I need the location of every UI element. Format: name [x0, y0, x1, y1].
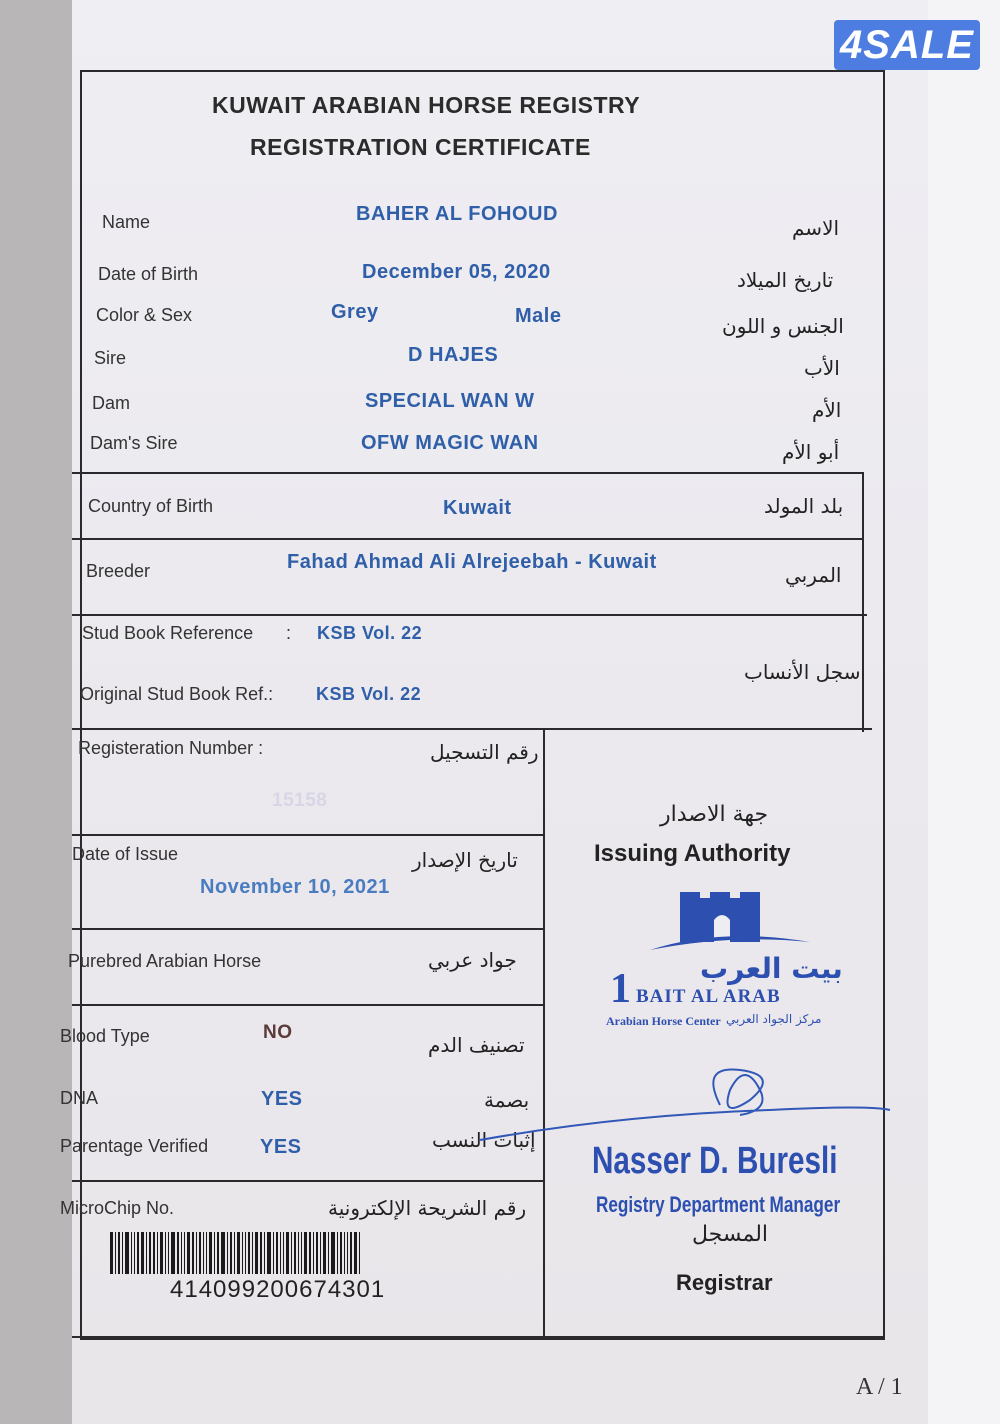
- color-value: Grey: [331, 301, 379, 323]
- page-reference: A / 1: [856, 1374, 903, 1400]
- barcode-bar: [199, 1232, 201, 1274]
- barcode-bar: [267, 1232, 271, 1274]
- barcode-bar: [331, 1232, 335, 1274]
- barcode-bar: [320, 1232, 321, 1274]
- barcode-bar: [260, 1232, 262, 1274]
- barcode-bar: [294, 1232, 296, 1274]
- barcode-bar: [298, 1232, 299, 1274]
- logo-english: BAIT AL ARAB: [636, 986, 781, 1007]
- stud-book-label: Stud Book Reference: [82, 623, 254, 643]
- dam-label: Dam: [92, 393, 131, 413]
- parentage-label: Parentage Verified: [60, 1136, 209, 1156]
- barcode-bar: [313, 1232, 314, 1274]
- barcode-bar: [280, 1232, 281, 1274]
- registrar-label-ar: المسجل: [692, 1222, 769, 1247]
- castle-logo-icon: [640, 882, 820, 952]
- dams-sire-label: Dam's Sire: [90, 433, 178, 453]
- barcode-bar: [359, 1232, 360, 1274]
- dam-value: SPECIAL WAN W: [365, 390, 535, 412]
- issue-label-ar: تاريخ الإصدار: [412, 848, 518, 872]
- dams-sire-value: OFW MAGIC WAN: [361, 432, 539, 454]
- barcode-bar: [146, 1232, 147, 1274]
- barcode-bar: [337, 1232, 338, 1274]
- sire-value: D HAJES: [408, 344, 499, 366]
- blood-type-value: NO: [263, 1022, 293, 1043]
- barcode-bar: [304, 1232, 307, 1274]
- background-page: [928, 0, 1000, 1424]
- stud-book-sep: :: [286, 623, 292, 643]
- microchip-label-ar: رقم الشريحة الإلكترونية: [328, 1196, 527, 1220]
- barcode-bar: [264, 1232, 265, 1274]
- logo-subtitle-ar: مركز الجواد العربي: [726, 1012, 822, 1026]
- registration-label-ar: رقم التسجيل: [430, 740, 539, 764]
- divider: [72, 1336, 884, 1338]
- microchip-value: 414099200674301: [170, 1276, 386, 1303]
- dna-label: DNA: [60, 1088, 99, 1108]
- dna-value: YES: [261, 1088, 303, 1110]
- dams-sire-label-ar: أبو الأم: [782, 440, 840, 464]
- barcode-bar: [350, 1232, 352, 1274]
- barcode-bar: [344, 1232, 345, 1274]
- watermark-badge: 4SALE: [834, 20, 980, 70]
- country-label: Country of Birth: [88, 496, 214, 516]
- issue-value: November 10, 2021: [200, 876, 390, 898]
- barcode-bar: [141, 1232, 144, 1274]
- divider: [72, 728, 872, 730]
- sex-value: Male: [515, 305, 562, 327]
- blood-type-label-ar: تصنيف الدم: [428, 1033, 525, 1057]
- dob-label: Date of Birth: [98, 264, 199, 284]
- barcode-bar: [206, 1232, 207, 1274]
- barcode-bar: [149, 1232, 151, 1274]
- certificate-title: REGISTRATION CERTIFICATE: [250, 134, 591, 160]
- color-sex-label-ar: الجنس و اللون: [722, 314, 844, 338]
- breeder-label: Breeder: [86, 561, 151, 581]
- barcode-bar: [316, 1232, 318, 1274]
- barcode-bar: [283, 1232, 284, 1274]
- name-value: BAHER AL FOHOUD: [356, 203, 558, 225]
- dam-label-ar: الأم: [812, 398, 842, 422]
- name-label: Name: [102, 212, 151, 232]
- color-sex-label: Color & Sex: [96, 305, 193, 325]
- authority-label: Issuing Authority: [594, 840, 791, 867]
- name-label-ar: الاسم: [792, 216, 840, 240]
- barcode-bar: [196, 1232, 197, 1274]
- signer-name: Nasser D. Buresli: [592, 1140, 838, 1182]
- divider: [72, 538, 864, 540]
- authority-label-ar: جهة الاصدار: [660, 802, 769, 827]
- barcode-bar: [234, 1232, 235, 1274]
- barcode-bar: [203, 1232, 204, 1274]
- barcode-bar: [242, 1232, 243, 1274]
- barcode-bar: [115, 1232, 116, 1274]
- signer-title: Registry Department Manager: [596, 1192, 841, 1217]
- issue-label: Date of Issue: [72, 844, 179, 864]
- breeder-value: Fahad Ahmad Ali Alrejeebah - Kuwait: [287, 551, 657, 573]
- dob-value: December 05, 2020: [362, 261, 551, 283]
- barcode-bar: [347, 1232, 348, 1274]
- orig-stud-book-label: Original Stud Book Ref.:: [80, 684, 274, 704]
- parentage-value: YES: [260, 1136, 302, 1158]
- divider: [72, 834, 544, 836]
- parentage-label-ar: إثبات النسب: [432, 1128, 536, 1152]
- barcode-bar: [181, 1232, 182, 1274]
- barcode-bar: [252, 1232, 253, 1274]
- barcode-bar: [192, 1232, 194, 1274]
- barcode-bar: [118, 1232, 120, 1274]
- dob-label-ar: تاريخ الميلاد: [737, 268, 834, 292]
- country-value: Kuwait: [443, 497, 512, 519]
- barcode-bar: [227, 1232, 228, 1274]
- dna-label-ar: بصمة: [484, 1088, 530, 1112]
- barcode-bar: [110, 1232, 113, 1274]
- divider: [72, 1180, 544, 1182]
- barcode-bar: [323, 1232, 326, 1274]
- barcode-bar: [340, 1232, 342, 1274]
- blood-type-label: Blood Type: [60, 1026, 150, 1046]
- barcode-bar: [301, 1232, 302, 1274]
- divider: [72, 1004, 544, 1006]
- country-label-ar: بلد المولد: [764, 494, 844, 518]
- logo-subtitle: Arabian Horse Center: [606, 1014, 721, 1028]
- barcode-bar: [230, 1232, 232, 1274]
- barcode-bar: [134, 1232, 135, 1274]
- divider: [862, 472, 864, 732]
- barcode-bar: [245, 1232, 246, 1274]
- barcode-bar: [328, 1232, 329, 1274]
- sire-label-ar: الأب: [804, 356, 840, 380]
- barcode-bar: [153, 1232, 155, 1274]
- barcode-bar: [237, 1232, 240, 1274]
- purebred-label: Purebred Arabian Horse: [68, 951, 262, 971]
- barcode-bar: [248, 1232, 250, 1274]
- barcode-bar: [171, 1232, 175, 1274]
- barcode-bar: [255, 1232, 258, 1274]
- stud-book-label-ar: سجل الأنساب: [744, 660, 861, 684]
- barcode-bar: [165, 1232, 166, 1274]
- barcode-bar: [157, 1232, 158, 1274]
- breeder-label-ar: المربي: [785, 563, 842, 587]
- barcode-bar: [168, 1232, 169, 1274]
- barcode-bar: [309, 1232, 311, 1274]
- microchip-barcode: [110, 1232, 450, 1274]
- barcode-bar: [160, 1232, 163, 1274]
- barcode-bar: [273, 1232, 274, 1274]
- barcode-bar: [276, 1232, 278, 1274]
- orig-stud-book-value: KSB Vol. 22: [316, 684, 422, 704]
- barcode-bar: [131, 1232, 132, 1274]
- barcode-bar: [217, 1232, 219, 1274]
- barcode-bar: [125, 1232, 129, 1274]
- divider: [543, 730, 545, 1338]
- barcode-bar: [187, 1232, 190, 1274]
- divider: [72, 472, 862, 474]
- barcode-bar: [184, 1232, 185, 1274]
- barcode-bar: [177, 1232, 179, 1274]
- barcode-bar: [214, 1232, 215, 1274]
- divider: [72, 614, 867, 616]
- sire-label: Sire: [94, 348, 127, 368]
- barcode-bar: [286, 1232, 289, 1274]
- microchip-label: MicroChip No.: [60, 1198, 175, 1218]
- barcode-bar: [209, 1232, 212, 1274]
- stud-book-value: KSB Vol. 22: [317, 623, 423, 643]
- purebred-label-ar: جواد عربي: [428, 948, 517, 972]
- divider: [72, 928, 544, 930]
- registrar-label: Registrar: [676, 1270, 773, 1295]
- barcode-bar: [122, 1232, 123, 1274]
- registry-title: KUWAIT ARABIAN HORSE REGISTRY: [212, 92, 641, 118]
- registration-value: 15158: [272, 790, 328, 811]
- registration-label: Registeration Number :: [78, 738, 264, 758]
- signature-icon: [470, 1060, 900, 1150]
- logo-number: 1: [610, 966, 631, 1012]
- logo-arabic: بيت العرب: [700, 952, 843, 985]
- barcode-bar: [137, 1232, 139, 1274]
- barcode-bar: [354, 1232, 357, 1274]
- barcode-bar: [291, 1232, 292, 1274]
- barcode-bar: [221, 1232, 225, 1274]
